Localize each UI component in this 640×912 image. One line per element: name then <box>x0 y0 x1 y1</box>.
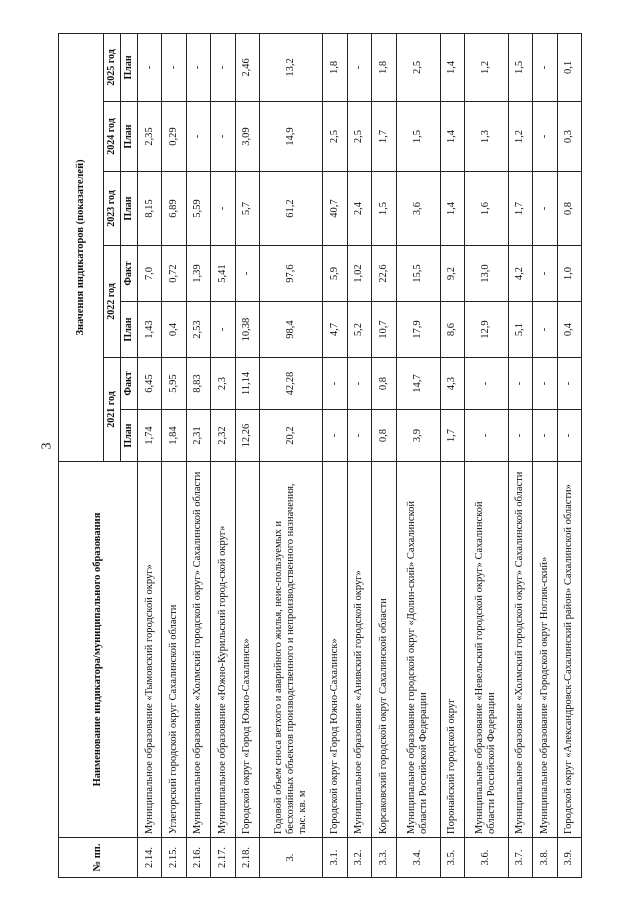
row-value: 14,9 <box>259 102 322 172</box>
row-value: 2,5 <box>323 102 347 172</box>
row-value: - <box>138 33 162 101</box>
row-value: 1,74 <box>138 410 162 462</box>
row-value: 1,0 <box>557 246 581 302</box>
table-body <box>138 33 582 877</box>
row-value: 3,9 <box>396 410 440 462</box>
header-year: 2024 год <box>104 102 121 172</box>
table-row <box>557 33 581 877</box>
row-value: 5,41 <box>211 246 235 302</box>
row-value: 2,35 <box>138 102 162 172</box>
row-name: Поронайский городской округ <box>440 462 464 838</box>
table-row <box>347 33 371 877</box>
header-num: № пп. <box>59 838 138 878</box>
row-value: 1,4 <box>440 33 464 101</box>
table-row <box>440 33 464 877</box>
row-value: 5,9 <box>323 246 347 302</box>
row-value: - <box>323 410 347 462</box>
table-row <box>533 33 557 877</box>
row-number: 3.3. <box>372 838 396 878</box>
row-name: Корсаковский городской округ Сахалинской области <box>372 462 396 838</box>
row-value: 8,15 <box>138 172 162 246</box>
row-value: 11,14 <box>235 358 259 410</box>
row-value: 1,4 <box>440 102 464 172</box>
header-values-group: Значения индикаторов (показателей) <box>59 33 104 461</box>
row-value: 8,6 <box>440 302 464 358</box>
row-value: 1,7 <box>508 172 532 246</box>
row-value: - <box>211 33 235 101</box>
row-value: 1,8 <box>323 33 347 101</box>
row-value: 20,2 <box>259 410 322 462</box>
row-value: - <box>211 102 235 172</box>
row-value: - <box>533 172 557 246</box>
header-plan: План <box>121 172 138 246</box>
row-number: 3.2. <box>347 838 371 878</box>
row-value: 1,43 <box>138 302 162 358</box>
row-value: - <box>211 302 235 358</box>
row-value: 1,84 <box>162 410 186 462</box>
row-value: 0,29 <box>162 102 186 172</box>
row-value: 12,26 <box>235 410 259 462</box>
row-value: 17,9 <box>396 302 440 358</box>
row-name: Годовой объем сноса ветхого и аварийного жилья, неис-пользуемых и бесхозяйных объектов производственного и непроизводственного назначения, тыс. кв. м <box>259 462 322 838</box>
row-value: 8,83 <box>186 358 210 410</box>
header-name: Наименование индикатора/муниципального образования <box>59 462 138 838</box>
row-value: - <box>557 410 581 462</box>
row-value: 2,3 <box>211 358 235 410</box>
row-value: 22,6 <box>372 246 396 302</box>
row-value: 0,4 <box>557 302 581 358</box>
row-name: Муниципальное образование городской округ «Долин-ский» Сахалинской области Российской Федерации <box>396 462 440 838</box>
row-value: 0,8 <box>372 410 396 462</box>
row-value: - <box>508 358 532 410</box>
row-value: 0,3 <box>557 102 581 172</box>
table-row <box>396 33 440 877</box>
row-value: 1,3 <box>464 102 508 172</box>
header-plan: План <box>121 33 138 101</box>
row-name: Муниципальное образование «Холмский городской округ» Сахалинской области <box>508 462 532 838</box>
row-value: 1,8 <box>372 33 396 101</box>
row-value: - <box>464 358 508 410</box>
row-name: Городской округ «Город Южно-Сахалинск» <box>323 462 347 838</box>
row-name: Муниципальное образование «Анивский городской округ» <box>347 462 371 838</box>
row-value: - <box>186 102 210 172</box>
row-value: - <box>186 33 210 101</box>
row-value: 2,4 <box>347 172 371 246</box>
row-value: 0,4 <box>162 302 186 358</box>
row-value: - <box>533 33 557 101</box>
header-plan: План <box>121 410 138 462</box>
table-row <box>211 33 235 877</box>
row-number: 2.17. <box>211 838 235 878</box>
row-value: 7,0 <box>138 246 162 302</box>
row-value: 4,7 <box>323 302 347 358</box>
row-value: 4,3 <box>440 358 464 410</box>
row-value: 61,2 <box>259 172 322 246</box>
row-number: 3.1. <box>323 838 347 878</box>
table-row <box>138 33 162 877</box>
row-name: Муниципальное образование «Холмский городской округ» Сахалинской области <box>186 462 210 838</box>
row-name: Муниципальное образование «Городской округ Ноглик-ский» <box>533 462 557 838</box>
row-value: - <box>323 358 347 410</box>
row-value: - <box>347 33 371 101</box>
row-value: - <box>211 172 235 246</box>
row-value: 6,89 <box>162 172 186 246</box>
row-value: 3,09 <box>235 102 259 172</box>
row-value: 1,02 <box>347 246 371 302</box>
row-value: 2,31 <box>186 410 210 462</box>
row-value: 2,53 <box>186 302 210 358</box>
row-value: 6,45 <box>138 358 162 410</box>
table-row <box>464 33 508 877</box>
row-value: 1,2 <box>508 102 532 172</box>
header-year: 2023 год <box>104 172 121 246</box>
row-value: 2,46 <box>235 33 259 101</box>
row-number: 3.4. <box>396 838 440 878</box>
row-value: 1,4 <box>440 172 464 246</box>
row-value: 97,6 <box>259 246 322 302</box>
row-number: 3.6. <box>464 838 508 878</box>
row-value: 9,2 <box>440 246 464 302</box>
row-value: - <box>533 358 557 410</box>
table-row <box>372 33 396 877</box>
row-number: 3. <box>259 838 322 878</box>
row-number: 3.5. <box>440 838 464 878</box>
row-value: 0,72 <box>162 246 186 302</box>
row-name: Городской округ «Александровск-Сахалинский район» Сахалинской области» <box>557 462 581 838</box>
row-value: 12,9 <box>464 302 508 358</box>
header-year: 2021 год <box>104 358 121 462</box>
row-value: 1,5 <box>508 33 532 101</box>
header-year: 2022 год <box>104 246 121 358</box>
table-row <box>508 33 532 877</box>
row-number: 3.7. <box>508 838 532 878</box>
row-value: - <box>162 33 186 101</box>
row-value: - <box>533 302 557 358</box>
indicators-table <box>58 33 582 878</box>
row-number: 2.14. <box>138 838 162 878</box>
row-value: - <box>533 410 557 462</box>
row-value: 13,2 <box>259 33 322 101</box>
row-value: - <box>347 410 371 462</box>
row-value: 15,5 <box>396 246 440 302</box>
row-value: 3,6 <box>396 172 440 246</box>
row-value: 13,0 <box>464 246 508 302</box>
row-name: Муниципальное образование «Южно-Курильский город-ской округ» <box>211 462 235 838</box>
row-value: 40,7 <box>323 172 347 246</box>
row-number: 2.18. <box>235 838 259 878</box>
row-value: 5,7 <box>235 172 259 246</box>
header-fact: Факт <box>121 358 138 410</box>
table-row <box>259 33 322 877</box>
row-value: 1,5 <box>372 172 396 246</box>
table-row <box>162 33 186 877</box>
row-value: 98,4 <box>259 302 322 358</box>
row-value: 5,59 <box>186 172 210 246</box>
row-value: 14,7 <box>396 358 440 410</box>
row-value: - <box>235 246 259 302</box>
header-plan: План <box>121 302 138 358</box>
row-value: 5,95 <box>162 358 186 410</box>
row-value: - <box>533 102 557 172</box>
row-number: 3.8. <box>533 838 557 878</box>
page-number: 3 <box>39 442 55 450</box>
row-value: - <box>533 246 557 302</box>
row-value: 1,39 <box>186 246 210 302</box>
row-value: 1,7 <box>440 410 464 462</box>
row-number: 2.15. <box>162 838 186 878</box>
row-value: 1,6 <box>464 172 508 246</box>
row-value: 0,8 <box>557 172 581 246</box>
row-value: 5,2 <box>347 302 371 358</box>
row-value: 0,1 <box>557 33 581 101</box>
row-value: 2,5 <box>396 33 440 101</box>
row-value: - <box>464 410 508 462</box>
rotated-table-wrapper <box>58 34 582 878</box>
row-number: 3.9. <box>557 838 581 878</box>
row-name: Муниципальное образование «Тымовский городской округ» <box>138 462 162 838</box>
row-name: Углегорский городской округ Сахалинской области <box>162 462 186 838</box>
row-value: 10,7 <box>372 302 396 358</box>
table-row <box>186 33 210 877</box>
header-year: 2025 год <box>104 33 121 101</box>
row-value: 1,5 <box>396 102 440 172</box>
row-name: Муниципальное образование «Невельский городской округ» Сахалинской области Российской Федерации <box>464 462 508 838</box>
row-value: 10,38 <box>235 302 259 358</box>
header-plan: План <box>121 102 138 172</box>
table-row <box>323 33 347 877</box>
row-value: - <box>508 410 532 462</box>
row-value: - <box>557 358 581 410</box>
row-value: 1,2 <box>464 33 508 101</box>
row-value: 42,28 <box>259 358 322 410</box>
table-row <box>235 33 259 877</box>
row-value: 2,5 <box>347 102 371 172</box>
row-name: Городской округ «Город Южно-Сахалинск» <box>235 462 259 838</box>
row-value: 1,7 <box>372 102 396 172</box>
row-value: 2,32 <box>211 410 235 462</box>
header-fact: Факт <box>121 246 138 302</box>
row-value: 5,1 <box>508 302 532 358</box>
row-value: 0,8 <box>372 358 396 410</box>
row-value: 4,2 <box>508 246 532 302</box>
row-value: - <box>347 358 371 410</box>
row-number: 2.16. <box>186 838 210 878</box>
